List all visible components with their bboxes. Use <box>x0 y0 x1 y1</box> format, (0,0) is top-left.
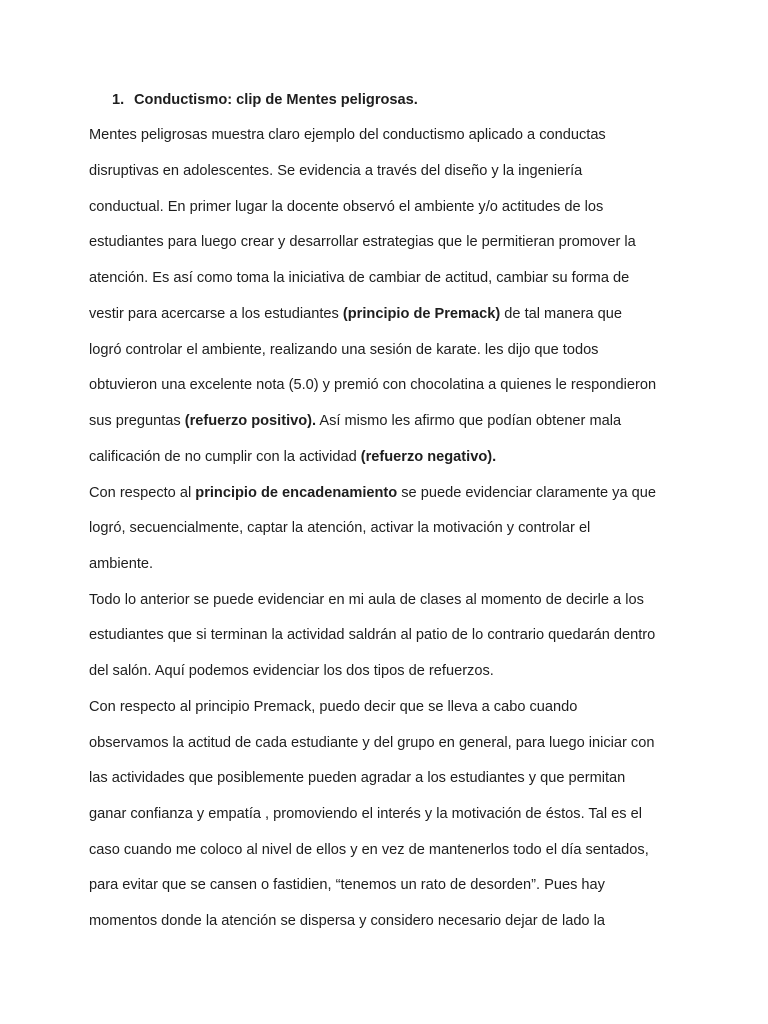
body-line: estudiantes para luego crear y desarrollar estrategias que le permitieran promover la <box>89 234 636 250</box>
line-text: Así mismo les afirmo que podían obtener mala <box>316 413 622 429</box>
body-line <box>89 411 621 431</box>
body-line: atención. Es así como toma la iniciativa de cambiar de actitud, cambiar su forma de <box>89 270 630 286</box>
body-line: caso cuando me coloco al nivel de ellos y en vez de mantenerlos todo el día sentados, <box>89 842 649 858</box>
bold-term: (principio de Premack) <box>342 306 501 322</box>
body-line: conductual. En primer lugar la docente observó el ambiente y/o actitudes de los <box>89 199 604 215</box>
body-line: las actividades que posiblemente pueden agradar a los estudiantes y que permitan <box>89 770 626 786</box>
bold-term: principio de encadenamiento <box>195 485 398 501</box>
line-text: Con respecto al <box>89 485 196 501</box>
line-text: sus preguntas <box>89 413 185 429</box>
body-line: momentos donde la atención se dispersa y considero necesario dejar de lado la <box>89 913 605 929</box>
body-line: estudiantes que si terminan la actividad saldrán al patio de lo contrario quedarán dentro <box>89 627 656 643</box>
body-line: logró, secuencialmente, captar la atención, activar la motivación y controlar el <box>89 520 591 536</box>
body-line: disruptivas en adolescentes. Se evidencia a través del diseño y la ingeniería <box>89 163 583 179</box>
bold-term: (refuerzo positivo). <box>184 413 317 429</box>
line-text: se puede evidenciar claramente ya que <box>397 485 656 501</box>
body-line: Mentes peligrosas muestra claro ejemplo del conductismo aplicado a conductas <box>89 127 606 143</box>
line-text: vestir para acercarse a los estudiantes <box>89 306 343 322</box>
body-line: para evitar que se cansen o fastidien, “tenemos un rato de desorden”. Pues hay <box>89 877 605 893</box>
body-line <box>89 304 622 324</box>
section-heading <box>112 90 418 110</box>
body-line: del salón. Aquí podemos evidenciar los dos tipos de refuerzos. <box>89 663 494 679</box>
line-text: calificación de no cumplir con la actividad <box>89 449 361 465</box>
body-line: Con respecto al principio Premack, puedo decir que se lleva a cabo cuando <box>89 699 578 715</box>
heading-number: 1. <box>112 92 125 108</box>
heading-title: Conductismo: clip de Mentes peligrosas. <box>134 92 418 108</box>
body-line: observamos la actitud de cada estudiante y del grupo en general, para luego iniciar con <box>89 735 655 751</box>
body-line: ganar confianza y empatía , promoviendo el interés y la motivación de éstos. Tal es el <box>89 806 642 822</box>
body-line: ambiente. <box>89 556 154 572</box>
body-line: logró controlar el ambiente, realizando una sesión de karate. les dijo que todos <box>89 342 599 358</box>
body-line <box>89 483 656 503</box>
body-line: Todo lo anterior se puede evidenciar en mi aula de clases al momento de decirle a los <box>89 592 644 608</box>
bold-term: (refuerzo negativo). <box>360 449 497 465</box>
line-text: de tal manera que <box>500 306 622 322</box>
body-line: obtuvieron una excelente nota (5.0) y premió con chocolatina a quienes le respondieron <box>89 377 657 393</box>
body-line <box>89 447 496 467</box>
